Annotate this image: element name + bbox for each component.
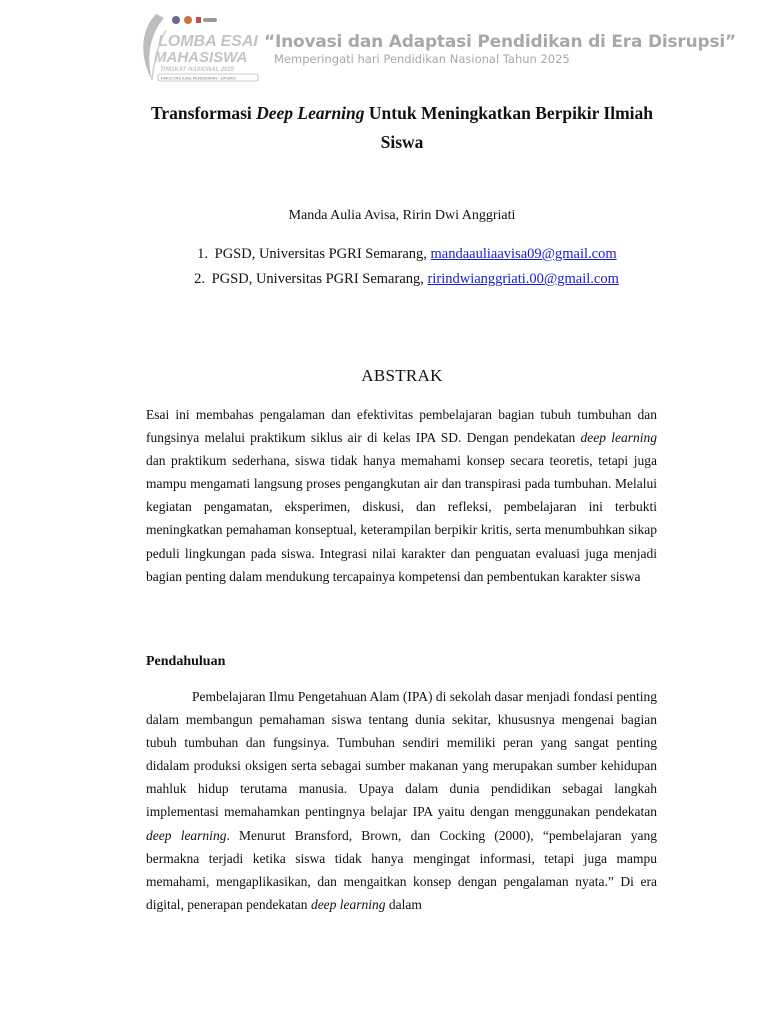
introduction-body: Pembelajaran Ilmu Pengetahuan Alam (IPA) di sekolah dasar menjadi fondasi penting dalam membangun pemahaman siswa tentang dunia sekitar, khususnya mengenai bagian tubuh tumbuhan dan fungsinya. Tumbuhan sendiri memiliki peran yang sangat penting didalam produksi oksigen serta sebagai sumber makanan yang merupakan sumber kehidupan mahluk hidup terutama manusia. Upaya dalam dunia pendidikan sebagai langkah implementasi memahamkan pentingnya belajar IPA yaitu dengan menggunakan pendekatan deep learning. Menurut Bransford, Brown, dan Cocking (2000), “pembelajaran yang bermakna terjadi ketika siswa tidak hanya mengingat informasi, tetapi juga mampu memahami, mengaplikasikan, dan mengaitkan konsep dengan pengalaman nyata.” Di era digital, penerapan pendekatan deep learning dalam: [146, 689, 658, 912]
banner-subtitle: Memperingati hari Pendidikan Nasional Tahun 2025: [274, 52, 570, 66]
svg-text:TINGKAT NASIONAL 2025: TINGKAT NASIONAL 2025: [160, 67, 235, 73]
affiliation-list: [186, 242, 656, 292]
svg-text:LOMBA ESAI: LOMBA ESAI: [158, 33, 258, 50]
banner-theme: “Inovasi dan Adaptasi Pendidikan di Era Disrupsi”: [264, 32, 737, 52]
author-list: Manda Aulia Avisa, Ririn Dwi Anggriati: [288, 208, 516, 223]
header-banner: [136, 10, 737, 84]
abstract-body: Esai ini membahas pengalaman dan efektivitas pembelajaran bagian tubuh tumbuhan dan fungsinya melalui praktikum siklus air di kelas IPA SD. Dengan pendekatan deep learning dan praktikum sederhana, siswa tidak hanya memahami konsep secara teoretis, tetapi juga mampu mengamati langsung proses pengangkutan air dan transpirasi pada tumbuhan. Melalui kegiatan pengamatan, eksperimen, diskusi, dan refleksi, pembelajaran ini terbukti meningkatkan pemahaman konseptual, keterampilan berpikir kritis, serta menumbuhkan sikap peduli lingkungan pada siswa. Integrasi nilai karakter dan penguatan evaluasi juga menjadi bagian penting dalam mendukung tercapainya kompetensi dan pembentukan karakter siswa: [146, 407, 658, 584]
paper-title: Transformasi Deep Learning Untuk Meningkatkan Berpikir Ilmiah Siswa: [150, 103, 654, 152]
svg-text:FAKULTAS ILMU PENDIDIKAN - UPG: FAKULTAS ILMU PENDIDIKAN - UPGRIS: [161, 75, 236, 81]
email-link[interactable]: ririndwianggriati.00@gmail.com: [427, 271, 619, 287]
competition-logo: [136, 10, 262, 84]
affiliation-item: 1. PGSD, Universitas PGRI Semarang, mandaauliaavisa09@gmail.com: [197, 246, 617, 262]
email-link[interactable]: mandaauliaavisa09@gmail.com: [430, 246, 617, 262]
affiliation-item: 2. PGSD, Universitas PGRI Semarang, ririndwianggriati.00@gmail.com: [194, 271, 619, 287]
section-heading-introduction: Pendahuluan: [146, 654, 226, 669]
abstract-heading: ABSTRAK: [361, 366, 443, 385]
svg-text:MAHASISWA: MAHASISWA: [154, 49, 248, 66]
